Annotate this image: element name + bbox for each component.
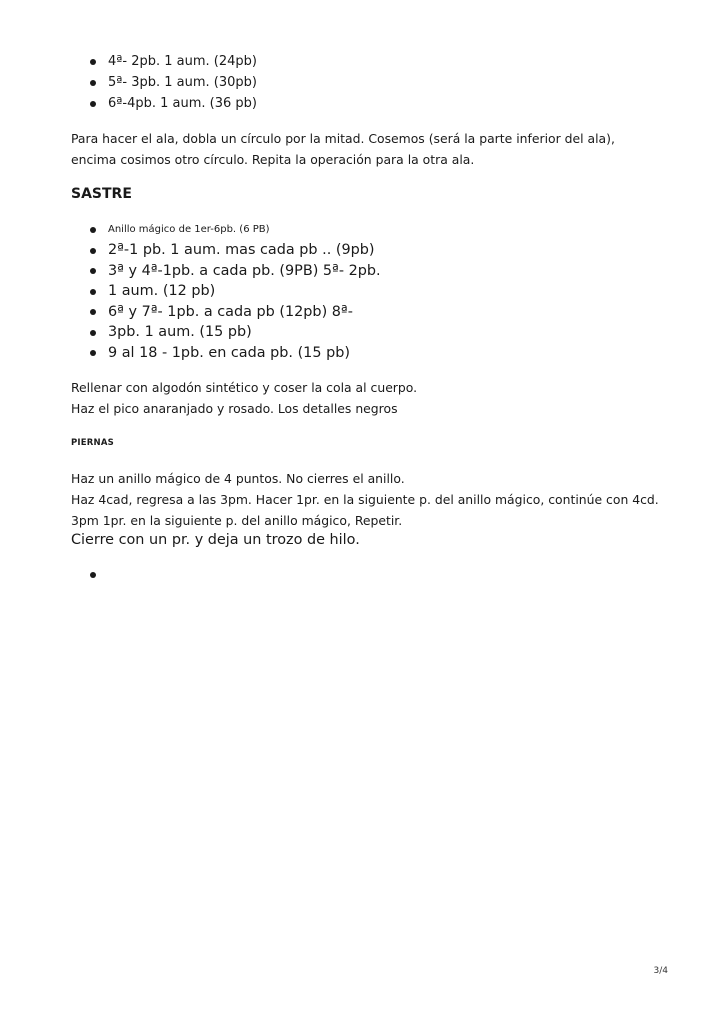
paragraph-line: 3pm 1pr. en la siguiente p. del anillo mágico, Repetir. bbox=[71, 513, 403, 528]
list-item: 3pb. 1 aum. (15 pb) bbox=[90, 322, 381, 343]
paragraph-line: Haz 4cad, regresa a las 3pm. Hacer 1pr. en la siguiente p. del anillo mágico, continúe con 4cd. bbox=[71, 492, 659, 507]
list-item: 2ª-1 pb. 1 aum. mas cada pb .. (9pb) bbox=[90, 240, 381, 261]
section-heading-piernas: PIERNAS bbox=[71, 438, 114, 448]
wing-instructions-paragraph bbox=[71, 128, 615, 170]
list-item: 6ª-4pb. 1 aum. (36 pb) bbox=[90, 93, 257, 114]
list-item: 5ª- 3pb. 1 aum. (30pb) bbox=[90, 72, 257, 93]
list-item: 4ª- 2pb. 1 aum. (24pb) bbox=[90, 51, 257, 72]
stitch-list-top bbox=[90, 51, 257, 114]
list-item: 1 aum. (12 pb) bbox=[90, 281, 381, 302]
list-item: 9 al 18 - 1pb. en cada pb. (15 pb) bbox=[90, 343, 381, 364]
section-heading-sastre: SASTRE bbox=[71, 186, 132, 202]
paragraph-line: Para hacer el ala, dobla un círculo por la mitad. Cosemos (será la parte inferior del ala), bbox=[71, 131, 615, 146]
page-number: 3/4 bbox=[653, 966, 668, 976]
paragraph-line: Haz el pico anaranjado y rosado. Los detalles negros bbox=[71, 401, 398, 416]
paragraph-line: Rellenar con algodón sintético y coser la cola al cuerpo. bbox=[71, 380, 418, 395]
filling-instructions-paragraph bbox=[71, 377, 417, 419]
paragraph-line: encima cosimos otro círculo. Repita la operación para la otra ala. bbox=[71, 152, 475, 167]
list-item: Anillo mágico de 1er-6pb. (6 PB) bbox=[90, 220, 381, 240]
legs-instructions-paragraph bbox=[71, 468, 659, 531]
list-item: 6ª y 7ª- 1pb. a cada pb (12pb) 8ª- bbox=[90, 302, 381, 323]
list-item: 3ª y 4ª-1pb. a cada pb. (9PB) 5ª- 2pb. bbox=[90, 261, 381, 282]
empty-bullet-point bbox=[90, 572, 96, 578]
closing-instruction-line: Cierre con un pr. y deja un trozo de hilo. bbox=[71, 532, 360, 548]
paragraph-line: Haz un anillo mágico de 4 puntos. No cierres el anillo. bbox=[71, 471, 405, 486]
stitch-list-sastre bbox=[90, 220, 381, 364]
